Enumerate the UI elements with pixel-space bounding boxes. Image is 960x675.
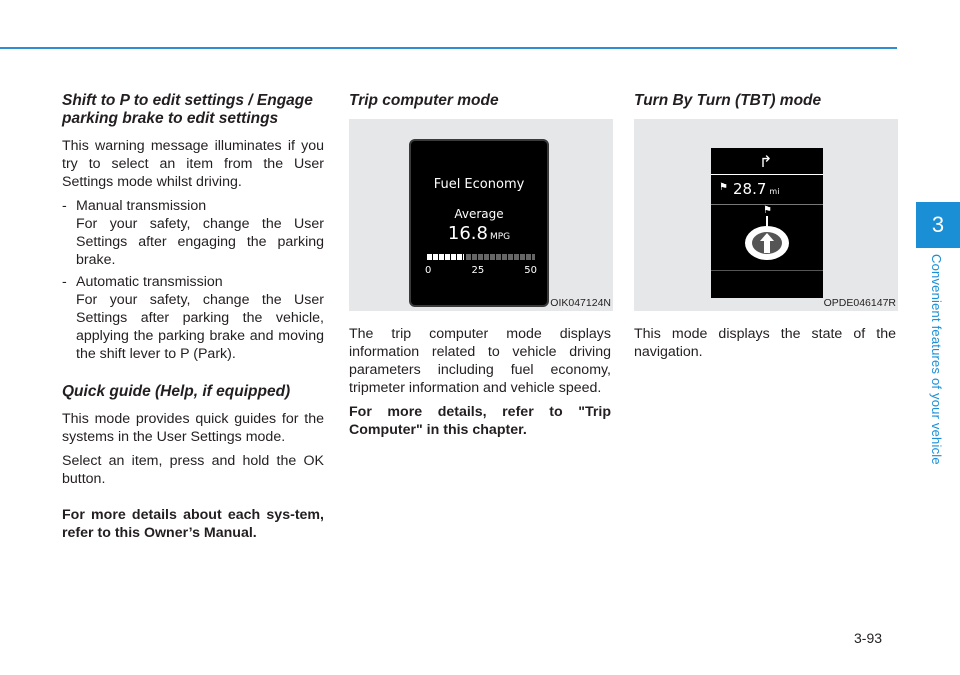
distance-value: 28.7 (733, 180, 767, 198)
figure-caption: OPDE046147R (823, 297, 896, 309)
figure-tbt (634, 119, 898, 311)
list-dash: - (62, 274, 67, 290)
display-title: Fuel Economy (433, 177, 525, 192)
figure-caption: OIK047124N (550, 297, 611, 309)
heading-tbt: Turn By Turn (TBT) mode (634, 92, 822, 109)
display-value (411, 223, 547, 244)
paragraph-trip-more-details: For more details, refer to "Trip Computer" in this chapter. (349, 404, 611, 438)
chapter-title: Convenient features of your vehicle (929, 254, 944, 465)
flag-icon: ⚑ (719, 182, 728, 193)
paragraph-tbt: This mode displays the state of the navigation. (634, 326, 896, 360)
divider (711, 174, 823, 175)
up-arrow-icon (760, 233, 774, 253)
column-1 (62, 92, 324, 548)
heading-shift-to-p: Shift to P to edit settings / Engage parking brake to edit settings (62, 92, 313, 127)
heading-trip-computer: Trip computer mode (349, 92, 499, 109)
gauge-empty (466, 254, 535, 260)
distance-unit: mi (769, 187, 780, 196)
gauge-label-min: 0 (425, 265, 432, 276)
tbt-distance (733, 180, 779, 198)
turn-right-arrow-icon: ↱ (759, 154, 773, 171)
column-3 (634, 92, 896, 367)
list-label-manual: Manual transmission (76, 198, 207, 214)
list-body-automatic: For your safety, change the User Settings after parking the vehicle, applying the parking brake and moving the shift lever to P (Park). (76, 292, 324, 362)
gauge-labels (425, 265, 537, 276)
heading-quick-guide: Quick guide (Help, if equipped) (62, 383, 291, 400)
page-number: 3-93 (854, 630, 883, 646)
figure-fuel-economy (349, 119, 613, 311)
divider (711, 270, 823, 271)
cluster-display (409, 139, 549, 307)
paragraph-more-details: For more details about each sys-tem, refer to this Owner’s Manual. (62, 507, 324, 541)
list-item-manual (62, 197, 324, 215)
paragraph-quick-guide: This mode provides quick guides for the systems in the User Settings mode. (62, 411, 324, 445)
paragraph-warning-message: This warning message illuminates if you try to select an item from the User Settings mode whilst driving. (62, 138, 324, 190)
chapter-tab: 3 (916, 202, 960, 248)
header-rule (0, 47, 897, 49)
list-label-automatic: Automatic transmission (76, 274, 223, 290)
tbt-display (711, 148, 823, 298)
list-body-manual: For your safety, change the User Settings after engaging the parking brake. (76, 216, 324, 268)
gauge-label-max: 50 (524, 265, 537, 276)
paragraph-trip-computer: The trip computer mode displays information related to vehicle driving parameters including fuel economy, tripmeter information and vehicle speed. (349, 326, 611, 396)
display-subtitle: Average (454, 207, 504, 221)
gauge-label-mid: 25 (471, 265, 485, 276)
fuel-unit: MPG (489, 232, 511, 242)
column-2 (349, 92, 611, 445)
paragraph-select-item: Select an item, press and hold the OK button. (62, 453, 324, 487)
list-item-automatic (62, 273, 324, 291)
fuel-value: 16.8 (447, 223, 488, 244)
destination-flag-icon: ⚑ (763, 205, 772, 216)
list-dash: - (62, 198, 67, 214)
vehicle-position-icon (745, 226, 789, 260)
fuel-gauge (427, 252, 535, 262)
gauge-fill (427, 254, 464, 260)
